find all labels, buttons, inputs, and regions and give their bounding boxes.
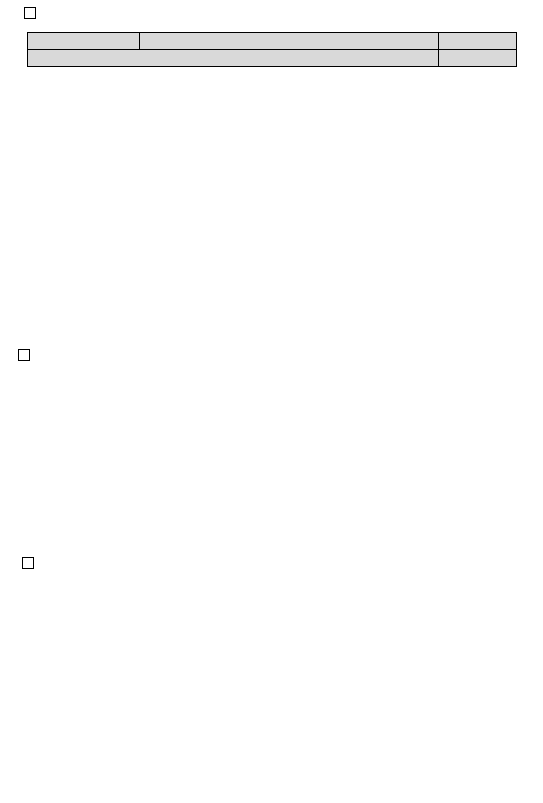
eval-method-heading: [24, 6, 46, 22]
col-header-criteria: [139, 33, 438, 50]
checkbox-square-icon: [18, 349, 30, 361]
exclusions-heading: [22, 556, 40, 572]
total-row: [28, 50, 517, 67]
checkbox-square-icon: [22, 557, 34, 569]
evaluation-table: [27, 32, 517, 67]
total-label: [28, 50, 439, 67]
table-header-row: [28, 33, 517, 50]
total-score: [439, 50, 517, 67]
col-header-category: [28, 33, 140, 50]
checkbox-square-icon: [24, 7, 36, 19]
procedure-heading: [18, 348, 36, 364]
col-header-score: [439, 33, 517, 50]
